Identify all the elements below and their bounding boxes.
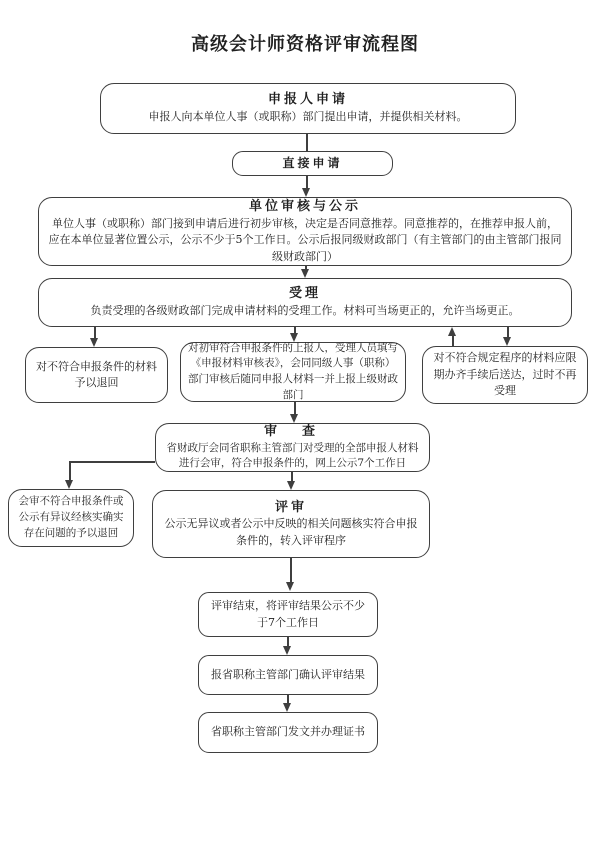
- connector-apply-to-direct: [306, 133, 308, 151]
- node-late-materials: [422, 346, 588, 404]
- arrowhead-forward-to-examination: [290, 414, 298, 423]
- node-examination-title: 审 查: [263, 423, 321, 439]
- node-unit-review-body: 单位人事（或职称）部门接到申请后进行初步审核，决定是否同意推荐。同意推荐的，在推荐申报人前，应在本单位显著位置公示，公示不少于5个工作日。公示后报同级财政部门（有主管部门的由主管部门报同级财政部门）: [48, 216, 562, 263]
- node-joint-return: [8, 489, 134, 547]
- node-direct-apply: [232, 151, 393, 176]
- node-direct-apply-label: 直接申请: [282, 156, 343, 171]
- node-forward-qualified: [180, 342, 406, 402]
- arrowhead-publicity-to-confirm: [283, 646, 291, 655]
- node-unit-review-title: 单位审核与公示: [248, 198, 361, 214]
- connector-examination-to-jointreturn-h: [69, 461, 155, 463]
- node-evaluation-body: 公示无异议或者公示中反映的相关问题核实符合申报条件的，转入评审程序: [164, 517, 418, 547]
- node-acceptance-title: 受理: [288, 286, 321, 302]
- arrowhead-direct-to-unit: [302, 188, 310, 197]
- arrowhead-confirm-to-certificate: [283, 703, 291, 712]
- node-evaluation-title: 评审: [274, 499, 307, 515]
- connector-examination-to-jointreturn-v: [69, 461, 71, 481]
- node-applicant-apply: [100, 83, 516, 134]
- node-issue-certificate: [198, 712, 378, 753]
- arrowhead-examination-to-jointreturn: [65, 480, 73, 489]
- node-confirm-result-body: 报省职称主管部门确认评审结果: [211, 667, 365, 681]
- node-evaluation: [152, 490, 430, 558]
- node-confirm-result: [198, 655, 378, 695]
- node-late-materials-body: 对不符合规定程序的材料应限期办齐手续后送达，过时不再受理: [433, 351, 577, 398]
- node-return-unqualified-body: 对不符合申报条件的材料予以退回: [36, 359, 157, 389]
- arrowhead-evaluation-to-publicity: [286, 582, 294, 591]
- node-result-publicity-body: 评审结束，将评审结果公示不少于7个工作日: [211, 599, 365, 629]
- arrow-evaluation-to-publicity: [290, 558, 292, 583]
- arrow-late-to-acceptance: [452, 335, 454, 346]
- node-result-publicity: [198, 592, 378, 637]
- node-joint-return-body: 会审不符合申报条件或公示有异议经核实确实存在问题的予以退回: [18, 495, 124, 539]
- arrowhead-examination-to-evaluation: [287, 481, 295, 490]
- arrowhead-acceptance-to-late: [503, 337, 511, 346]
- arrowhead-unit-to-acceptance: [301, 269, 309, 278]
- page-title: 高级会计师资格评审流程图: [191, 34, 419, 55]
- node-unit-review: [38, 197, 572, 266]
- node-return-unqualified: [25, 347, 168, 403]
- node-acceptance-body: 负责受理的各级财政部门完成申请材料的受理工作。材料可当场更正的，允许当场更正。: [90, 304, 520, 318]
- node-examination-body: 省财政厅会同省职称主管部门对受理的全部申报人材料进行会审，符合申报条件的，网上公示7个工作日: [166, 441, 419, 470]
- node-forward-qualified-body: 对初审符合申报条件的上报人，受理人员填写《申报材料审核表》，会同同级人事（职称）部门审核后随同申报人材料一并上报上级财政部门: [188, 341, 398, 401]
- node-examination: [155, 423, 430, 472]
- node-issue-certificate-body: 省职称主管部门发文并办理证书: [211, 725, 365, 739]
- node-applicant-apply-title: 申报人申请: [267, 92, 348, 108]
- node-applicant-apply-body: 申报人向本单位人事（或职称）部门提出申请，并提供相关材料。: [148, 110, 468, 124]
- node-acceptance: [38, 278, 572, 327]
- arrowhead-acceptance-to-return: [90, 338, 98, 347]
